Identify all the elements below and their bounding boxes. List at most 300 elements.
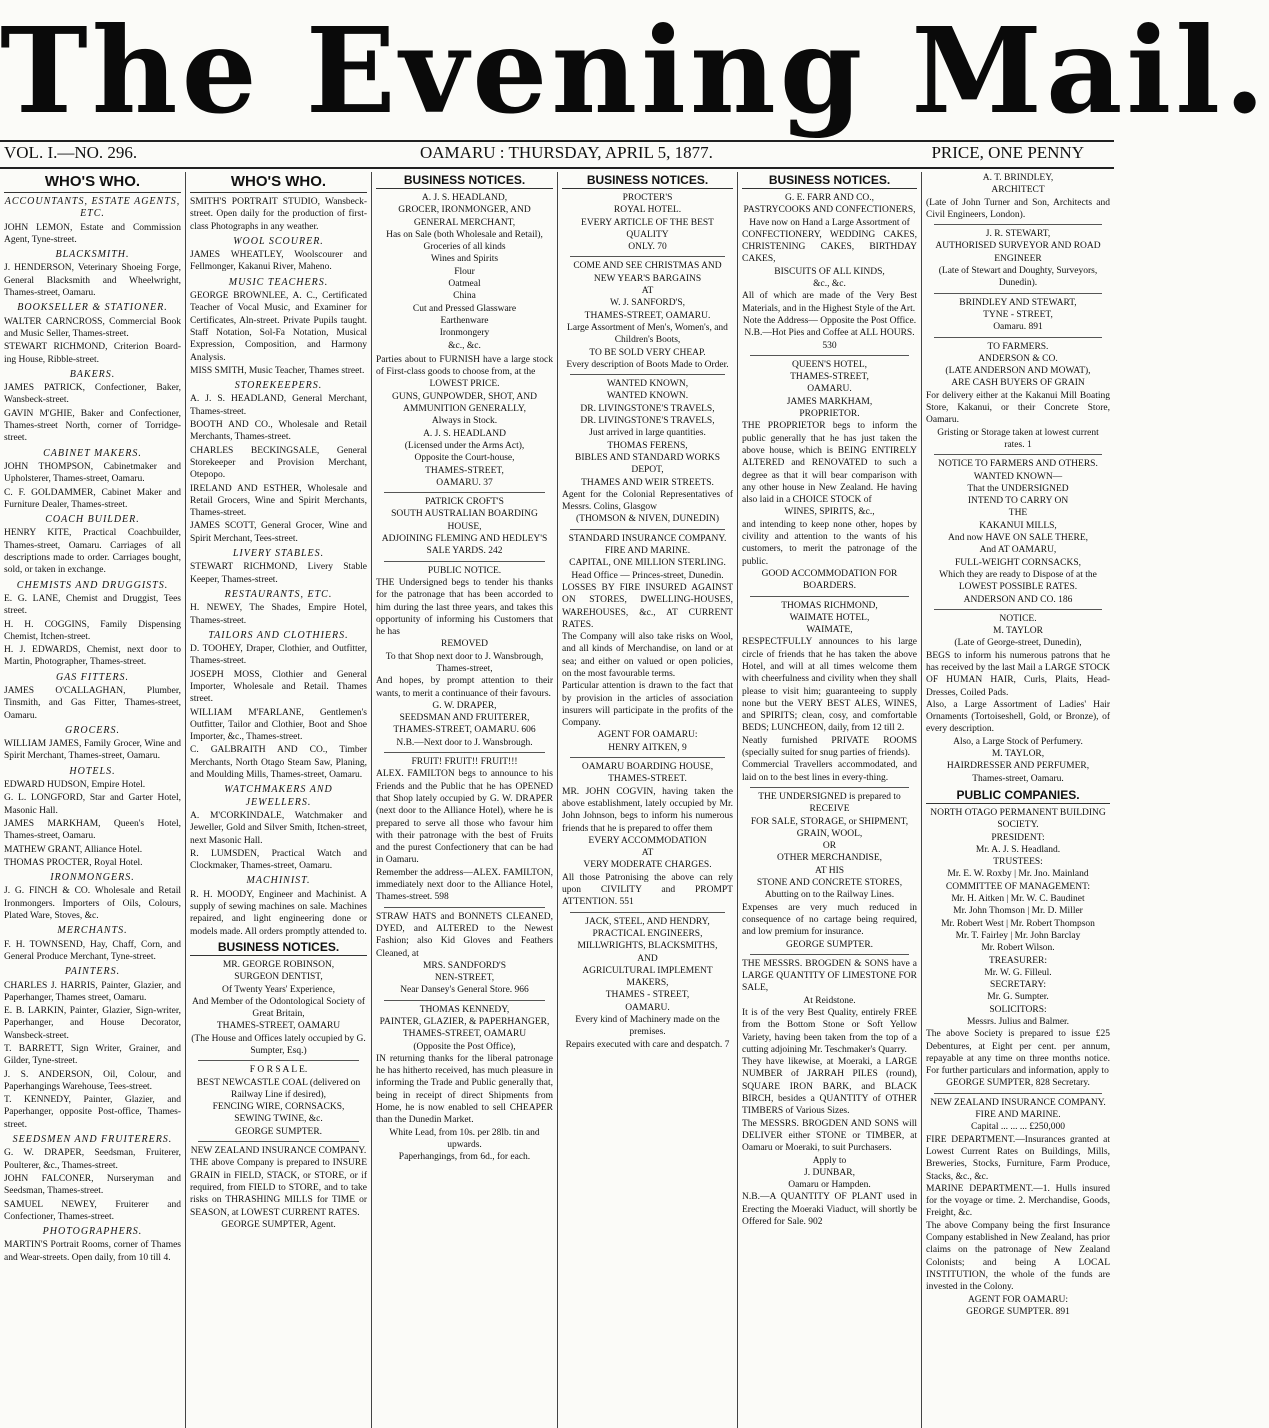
ad-line: (LATE ANDERSON AND MOWAT), <box>945 366 1091 377</box>
ad-line: THAMES-STREET, OAMARU. 606 <box>393 725 536 736</box>
ad-line: AGENT FOR OAMARU: <box>967 1294 1069 1305</box>
directory-entry: J. S. ANDERSON, Oil, Colour, and Paperhangings Warehouse, Tees-street. <box>4 1069 181 1092</box>
section-heading: MERCHANTS. <box>57 925 128 937</box>
ad-line: WAIMATE HOTEL, <box>789 612 870 623</box>
ad-line: Mr. W. G. Filleul. <box>984 967 1052 978</box>
ad-line: PROPRIETOR. <box>799 409 860 420</box>
ad-line: OAMARU BOARDING HOUSE, <box>581 762 714 773</box>
directory-entry: MARTIN'S Portrait Rooms, corner of Thames and Wear-streets. Open daily, from 10 till 4. <box>4 1240 181 1263</box>
column-rule <box>384 561 545 562</box>
ad-line: LOSSES BY FIRE INSURED AGAINST ON STORES, DWELLING-HOUSES, WAREHOUSES, &c., AT CURRENT RATES. <box>562 582 733 630</box>
ad-line: MR. JOHN COGVIN, having taken the above establishment, lately occupied by Mr. John Johnson, begs to inform his numerous friends that he is prepared to offer them <box>562 786 733 834</box>
ad-line: China <box>453 291 476 302</box>
ad-line: Ironmongery <box>439 328 490 339</box>
ad-line: THE MESSRS. BROGDEN & SONS have a LARGE QUANTITY OF LIMESTONE FOR SALE, <box>742 958 917 994</box>
ad-line: FULL-WEIGHT CORNSACKS, <box>955 557 1081 568</box>
ad-line: WANTED KNOWN. <box>606 391 689 402</box>
advertisement <box>742 600 917 784</box>
section-heading: RESTAURANTS, ETC. <box>224 588 333 600</box>
ad-line: LOWEST PRICE. <box>429 379 500 390</box>
ad-line: THOMAS FERENS, <box>607 440 688 451</box>
advertisement <box>926 297 1110 334</box>
section-heading: PHOTOGRAPHERS. <box>42 1226 143 1238</box>
section-heading: WOOL SCOURER. <box>233 235 324 247</box>
ad-line: THE UNDERSIGNED is prepared to RECEIVE <box>758 791 901 815</box>
column-body <box>4 196 181 1264</box>
ad-line: SOUTH AUSTRALIAN BOARDING HOUSE, <box>391 509 538 532</box>
ad-line: and intending to keep none other, hopes by civility and attention to the wants of his customers, to merit the patronage of the public. <box>742 519 917 567</box>
column-2 <box>186 172 372 1428</box>
column-heading: BUSINESS NOTICES. <box>376 172 553 189</box>
ad-line: PROCTER'S <box>622 193 673 203</box>
ad-line: COMMITTEE OF MANAGEMENT: <box>945 881 1091 892</box>
ad-line: Also, a Large Stock of Perfumery. <box>953 736 1083 747</box>
ad-line: Also, a Large Assortment of Ladies' Hair Ornaments (Tortoiseshell, Gold, or Bronze), of every description. <box>926 699 1110 735</box>
advertisement <box>562 378 733 526</box>
ad-line: N.B.—A QUANTITY OF PLANT used in Erecting the Moeraki Viaduct, will shortly be Offered for Sale. 902 <box>742 1192 917 1228</box>
directory-entry: MATHEW GRANT, Alliance Hotel. <box>4 844 143 855</box>
column-rule <box>570 374 725 375</box>
directory-entry: JAMES WHEATLEY, Woolscourer and Fellmonger, Kakanui River, Maheno. <box>190 250 367 273</box>
ad-line: CONFECTIONERY, WEDDING CAKES, CHRISTENING CAKES, BIRTHDAY CAKES, <box>742 229 917 265</box>
ad-line: Groceries of all kinds <box>423 242 506 253</box>
ad-line: N.B.—Hot Pies and Coffee at ALL HOURS. 530 <box>744 328 915 351</box>
column-rule <box>750 787 909 788</box>
ad-line: Which they are ready to Dispose of at the <box>939 569 1097 580</box>
directory-entry: E. G. LANE, Chemist and Druggist, Tees street. <box>4 593 181 617</box>
ad-line: Mr. Robert Wilson. <box>981 943 1055 954</box>
ad-line: Paperhangings, from 6d., for each. <box>398 1152 531 1163</box>
ad-line: Thames-street, Oamaru. <box>972 773 1064 784</box>
column-body <box>190 196 367 1231</box>
ad-line: AT <box>641 286 654 297</box>
section-heading: LIVERY STABLES. <box>232 548 325 560</box>
directory-entry: A. J. S. HEADLAND, General Merchant, Thames-street. <box>190 394 367 417</box>
ad-line: Commercial Travellers accommodated, and laid on to the best lines in every-thing. <box>742 760 917 783</box>
ad-line: FRUIT! FRUIT!! FRUIT!!! <box>411 757 518 768</box>
section-heading: WATCHMAKERS AND JEWELLERS. <box>224 784 333 808</box>
column-3 <box>372 172 558 1428</box>
ad-line: Of Twenty Years' Experience, <box>222 984 335 995</box>
advertisement <box>190 1064 367 1138</box>
ad-line: GEORGE SUMPTER, Agent. <box>221 1219 336 1230</box>
advertisement <box>376 496 553 557</box>
ad-line: BISCUITS OF ALL KINDS, <box>774 266 885 277</box>
advertisement <box>562 192 733 253</box>
ad-line: GUNS, GUNPOWDER, SHOT, AND AMMUNITION GENERALLY, <box>392 391 537 415</box>
column-6 <box>922 172 1114 1428</box>
ad-line: GEORGE SUMPTER. <box>785 939 874 950</box>
ad-line: Abutting on to the Railway Lines. <box>764 890 895 901</box>
section-heading: BLACKSMITH. <box>55 249 130 261</box>
ad-line: Every description of Boots Made to Order. <box>566 359 729 370</box>
directory-entry: E. B. LARKIN, Painter, Glazier, Sign-writer, Paperhanger, and House Decorator, Wansbeck-street. <box>4 1006 181 1041</box>
column-rule <box>934 293 1102 294</box>
ad-line: Has on Sale (both Wholesale and Retail), <box>386 229 543 240</box>
ad-line: The MESSRS. BROGDEN AND SONS will DELIVER either STONE or TIMBER, at Oamaru or Moeraki, to suit Purchasers. <box>742 1118 917 1154</box>
ad-line: F O R S A L E. <box>249 1065 308 1076</box>
ad-line: Particular attention is drawn to the fact that by provision in the articles of association insurers will participate in the profits of the Company. <box>562 681 733 729</box>
ad-line: Remember the address—ALEX. FAMILTON, immediately next door to the Alliance Hotel, Thames-street. 598 <box>376 867 553 903</box>
advertisement <box>742 192 917 352</box>
ad-line: DR. LIVINGSTONE'S TRAVELS, <box>580 416 715 427</box>
ad-line: For delivery either at the Kakanui Mill Boating Store, Kakanui, or their Concrete Store, Oamaru. <box>926 390 1110 426</box>
column-rule <box>934 454 1102 455</box>
directory-entry: T. KENNEDY, Painter, Glazier, and Paperhanger, opposite Post-office, Thames-street. <box>4 1095 181 1130</box>
directory-entry: STEWART RICHMOND, Livery Stable Keeper, Thames-street. <box>190 562 367 585</box>
section-heading: HOTELS. <box>69 765 116 777</box>
directory-entry: THOMAS PROCTER, Royal Hotel. <box>4 857 143 868</box>
ad-line: TO FARMERS. <box>987 341 1049 352</box>
ad-line: THE above Company is prepared to INSURE GRAIN in FIELD, STACK, or STORE, or if required, from FIELD to STORE, and to take risks on THRASHING MILLS for TIME or SEASON, at LOWEST CURRENT RATES. <box>190 1158 367 1218</box>
column-body <box>742 192 917 1228</box>
ad-line: ALEX. FAMILTON begs to announce to his Friends and the Public that he has OPENED that Shop lately occupied by G. W. DRAPER (next door to the Alliance Hotel), where he is prepared to serve all those who favour him with their patronage with the best of Fruits and the purest Confectionery that can be had in Oamaru. <box>376 769 553 866</box>
directory-entry: JAMES PATRICK, Confectioner, Baker, Wansbeck-street. <box>4 383 181 406</box>
column-rule <box>934 609 1102 610</box>
ad-line: Just arrived in large quantities. <box>589 428 706 439</box>
directory-entry: T. BARRETT, Sign Writer, Grainer, and Gilder, Tyne-street. <box>4 1044 181 1067</box>
ad-line: White Lead, from 10s. per 28lb. tin and upwards. <box>389 1127 540 1150</box>
ad-line: That the UNDERSIGNED <box>967 483 1069 494</box>
directory-entry: C. GALBRAITH AND CO., Timber Merchants, North Otago Steam Saw, Planing, and Moulding Mills, Thames-street, Oamaru. <box>190 745 367 781</box>
column-rule <box>934 224 1102 225</box>
ad-line: A. T. BRINDLEY, <box>982 173 1054 183</box>
section-heading: COACH BUILDER. <box>45 514 140 526</box>
ad-line: NEN-STREET, <box>434 973 495 984</box>
ad-line: (Licensed under the Arms Act), <box>404 440 525 451</box>
directory-entry: G. W. DRAPER, Seedsman, Fruiterer, Poulterer, &c., Thames-street. <box>4 1148 181 1171</box>
ad-line: NOTICE TO FARMERS AND OTHERS. <box>938 459 1098 470</box>
section-heading: IRONMONGERS. <box>50 872 135 884</box>
masthead-title: The Evening Mail. <box>0 1 1269 140</box>
ad-line: THE PROPRIETOR begs to inform the public generally that he has just taken the above house, which is BEING ENTIRELY ALTERED and RENOVATED to such a degree as that it will bear comparison with any other house in New Zealand. He having also laid in a CHOICE STOCK of <box>742 421 917 506</box>
directory-entry: C. F. GOLDAMMER, Cabinet Maker and Furniture Dealer, Thames-street. <box>4 487 181 510</box>
ad-line: BRINDLEY AND STEWART, <box>959 297 1077 308</box>
ad-line: Cut and Pressed Glassware <box>412 303 517 314</box>
directory-entry: H. J. EDWARDS, Chemist, next door to Martin, Photographer, Thames-street. <box>4 645 181 668</box>
ad-line: ANDERSON & CO. <box>978 353 1058 364</box>
advertisement <box>562 533 733 754</box>
advertisement <box>926 458 1110 606</box>
ad-line: Have now on Hand a Large Assortment of <box>749 217 910 228</box>
ad-line: And AT OAMARU, <box>979 545 1057 556</box>
directory-entry: IRELAND AND ESTHER, Wholesale and Retail Grocers, Wine and Spirit Merchants, Thames-street. <box>190 483 367 519</box>
directory-entry: H. H. COGGINS, Family Dispensing Chemist, Itchen-street. <box>4 619 181 642</box>
ad-line: Flour <box>454 266 475 277</box>
ad-line: REMOVED <box>441 639 488 650</box>
ad-line: Gristing or Storage taken at lowest current rates. 1 <box>937 427 1099 450</box>
advertisement <box>926 807 1110 1090</box>
ad-line: (Late of Stewart and Doughty, Surveyors, Dunedin). <box>938 266 1098 289</box>
directory-entry: GEORGE BROWNLEE, A. C., Certificated Teacher of Vocal Music, and Examiner for Certificates, Aln-street. Private Pupils taught. Staff Notation, Sol-Fa Notation, Musical Expression, Composition, and Harmony Analysis. <box>190 291 367 363</box>
ad-line: Apply to <box>812 1155 847 1166</box>
advertisement <box>376 565 553 749</box>
column-body <box>376 192 553 1164</box>
advertisement <box>742 958 917 1229</box>
directory-entry: SAMUEL NEWEY, Fruiterer and Confectioner, Thames-street. <box>4 1199 181 1222</box>
ad-line: THE Undersigned begs to tender his thanks for the patronage that has been accorded to him during the last three years, and takes this opportunity of informing his Customers that he has <box>376 577 553 638</box>
column-body <box>562 192 733 1051</box>
directory-entry: R. LUMSDEN, Practical Watch and Clockmaker, Thames-street, Oamaru. <box>190 848 367 872</box>
directory-entry: R. H. MOODY, Engineer and Machinist. A supply of sewing machines on sale. Machines repaired, and light engineering done or models made. All orders promptly attended to. <box>190 889 367 937</box>
ad-line: AGENT FOR OAMARU: <box>597 730 698 741</box>
section-heading: GAS FITTERS. <box>55 671 130 683</box>
ad-line: JACK, STEEL, AND HENDRY, <box>585 916 710 927</box>
column-1 <box>0 172 186 1428</box>
ad-line: All of which are made of the Very Best Materials, and in the Highest Style of the Art. <box>742 291 917 314</box>
ad-line: Every kind of Machinery made on the premises. <box>575 1015 720 1038</box>
directory-entry: JOHN FALCONER, Nurseryman and Seedsman, Thames-street. <box>4 1173 181 1197</box>
ad-line: THOMAS KENNEDY, <box>419 1004 510 1015</box>
ad-line: Agent for the Colonial Representatives of Messrs. Colins, Glasgow <box>562 489 733 513</box>
ad-line: ARE CASH BUYERS OF GRAIN <box>951 378 1085 389</box>
ad-line: They have likewise, at Moeraki, a LARGE NUMBER of JARRAH PILES (round), SQUARE IRON BARK, and BLACK BIRCH, besides a QUANTITY of OTHER TIMBERS of Various Sizes. <box>742 1057 917 1117</box>
ad-line: OR <box>822 841 837 852</box>
directory-entry: MISS SMITH, Music Teacher, Thames street. <box>190 365 365 376</box>
ad-line: GEORGE SUMPTER. 891 <box>966 1306 1070 1317</box>
section-heading: PAINTERS. <box>64 966 121 978</box>
ad-line: THAMES-STREET, OAMARU. <box>584 310 711 321</box>
ad-line: NEW ZEALAND INSURANCE COMPANY. <box>190 1146 367 1157</box>
ad-line: NORTH OTAGO PERMANENT BUILDING SOCIETY. <box>930 807 1106 831</box>
ad-line: Expenses are very much reduced in consequence of no cartage being required, and low premium for insurance. <box>742 902 917 938</box>
ad-line: SEWING TWINE, &c. <box>234 1114 323 1125</box>
ad-line: AGRICULTURAL IMPLEMENT MAKERS, <box>582 965 713 989</box>
ad-line: FENCING WIRE, CORNSACKS, <box>212 1102 345 1113</box>
ad-line: QUEEN'S HOTEL, <box>791 359 868 370</box>
ad-line: NEW ZEALAND INSURANCE COMPANY. <box>930 1097 1106 1108</box>
ad-line: OTHER MERCHANDISE, <box>776 853 883 864</box>
ad-line: Mr. A. J. S. Headland. <box>975 844 1061 855</box>
ad-line: FIRE AND MARINE. <box>604 546 691 557</box>
ad-line: MARINE DEPARTMENT.—1. Hulls insured for the voyage or time. 2. Merchandise, Goods, Freight, &c. <box>926 1183 1110 1219</box>
ad-line: BIBLES AND STANDARD WORKS DEPOT, <box>574 452 720 476</box>
advertisement <box>190 959 367 1057</box>
ad-line: SEEDSMAN AND FRUITERER, <box>399 713 530 724</box>
directory-entry: WALTER CARNCROSS, Commercial Book and Music Seller, Thames-street. <box>4 316 181 339</box>
ad-line: It is of the very Best Quality, entirely FREE from the Bottom Stone or Soft Yellow Variety, having been taken from the top of a cutting adjoining Mr. Teschmaker's Quarry. <box>742 1008 917 1055</box>
ad-line: ROYAL HOTEL. <box>613 205 682 216</box>
section-heading: STOREKEEPERS. <box>234 380 323 392</box>
ad-line: GOOD ACCOMMODATION FOR BOARDERS. <box>761 568 898 592</box>
ad-line: RESPECTFULLY announces to his large circle of friends that he has taken the above Hotel, and will at all times welcome them with cheerfulness and civility when they shall please to visit him; guaranteeing to supply none but the VERY BEST ALES, WINES, and SPIRITS; clean, cosy, and comfortable BEDS; LUNCHEON, daily, from 12 till 2. <box>742 637 917 734</box>
ad-line: WANTED KNOWN— <box>973 471 1063 482</box>
ad-line: AT <box>641 848 654 859</box>
ad-line: PUBLIC NOTICE. <box>427 565 502 576</box>
ad-line: W. J. SANFORD'S, <box>609 298 685 309</box>
ad-line: Mr. E. W. Roxby | Mr. Jno. Mainland <box>947 869 1089 880</box>
column-heading: BUSINESS NOTICES. <box>190 939 367 956</box>
ad-line: Note the Address— Opposite the Post Office. <box>742 315 917 326</box>
ad-line: G. W. DRAPER, <box>432 700 497 711</box>
ad-line: HAIRDRESSER AND PERFUMER, <box>946 761 1090 772</box>
section-heading: CHEMISTS AND DRUGGISTS. <box>16 579 169 591</box>
ad-line: AT HIS <box>814 865 845 876</box>
ad-line: Capital ... ... ... £250,000 <box>971 1122 1065 1133</box>
directory-entry: SMITH'S PORTRAIT STUDIO, Wansbeck-street. Open daily for the production of first-class Photographs in any weather. <box>190 197 367 232</box>
ad-line: LOWEST POSSIBLE RATES. <box>958 582 1078 593</box>
advertisement <box>376 911 553 997</box>
ad-line: &c., &c. <box>448 340 481 351</box>
advertisement <box>926 172 1110 221</box>
ad-line: (THOMSON & NIVEN, DUNEDIN) <box>575 514 719 525</box>
directory-entry: WILLIAM JAMES, Family Grocer, Wine and Spirit Merchant, Thames-street, Oamaru. <box>4 739 181 762</box>
ad-line: Messrs. Julius and Balmer. <box>966 1017 1070 1027</box>
ad-line: Parties about to FURNISH have a large stock of First-class goods to choose from, at the <box>376 354 553 378</box>
ad-line: The above Society is prepared to issue £25 Debentures, at Eight per cent. per annum, repayable at any time on three months notice. For further particulars and information, apply to <box>926 1029 1110 1077</box>
ad-line: GROCER, IRONMONGER, AND GENERAL MERCHANT, <box>398 205 531 228</box>
advertisement <box>376 1004 553 1164</box>
directory-entry: JOHN LEMON, Estate and Commission Agent, Tyne-street. <box>4 222 181 245</box>
column-rule <box>570 256 725 257</box>
column-rule <box>384 907 545 908</box>
ad-line: WANTED KNOWN, <box>606 379 689 390</box>
column-rule <box>384 1000 545 1001</box>
ad-line: JAMES MARKHAM, <box>786 396 873 407</box>
column-heading: BUSINESS NOTICES. <box>742 172 917 189</box>
directory-entry: JAMES MARKHAM, Queen's Hotel, Thames-street, Oamaru. <box>4 818 181 842</box>
ad-line: Head Office — Princes-street, Dunedin. <box>571 570 724 581</box>
masthead <box>0 0 1269 140</box>
ad-line: IN returning thanks for the liberal patronage he has hitherto received, has much pleasure in informing the Trade and Public generally that, being in receipt of direct Shipments from Home, he is now enabled to sell CHEAPER than the Dunedin Market. <box>376 1053 553 1126</box>
ad-line: And now HAVE ON SALE THERE, <box>947 533 1089 544</box>
ad-line: THAMES-STREET, <box>790 372 869 383</box>
ad-line: (The House and Offices lately occupied by G. Sumpter, Esq.) <box>191 1033 366 1056</box>
ad-line: J. DUNBAR, <box>804 1167 855 1178</box>
ad-line: Oamaru or Hampden. <box>788 1180 871 1191</box>
column-body <box>926 172 1110 1318</box>
ad-line: THOMAS RICHMOND, <box>781 600 878 611</box>
directory-entry: J. G. FINCH & CO. Wholesale and Retail Ironmongers. Importers of Oils, Colours, Plated Ware, Stoves, &c. <box>4 886 181 922</box>
ad-line: And Member of the Odontological Society of Great Britain, <box>191 996 366 1020</box>
advertisement <box>376 192 553 352</box>
volume-number: VOL. I.—NO. 296. <box>4 143 138 162</box>
ad-line: PASTRYCOOKS AND CONFECTIONERS, <box>743 205 916 216</box>
directory-entry: J. HENDERSON, Veterinary Shoeing Forge, General Blacksmith and Wheelwright, Thames-street, Oamaru. <box>4 263 181 299</box>
ad-line: Mr. H. Aitken | Mr. W. C. Baudinet <box>951 894 1085 905</box>
column-rule <box>570 757 725 758</box>
ad-line: Oamaru. 891 <box>993 322 1043 333</box>
column-heading: WHO'S WHO. <box>190 172 367 193</box>
directory-entry: EDWARD HUDSON, Empire Hotel. <box>4 780 146 791</box>
ad-line: GRAIN, WOOL, <box>796 828 863 839</box>
column-heading: WHO'S WHO. <box>4 172 181 193</box>
ad-line: WAIMATE, <box>806 625 853 636</box>
ad-line: Neatly furnished PRIVATE ROOMS (specially suited for snug parties of friends). <box>742 735 917 759</box>
columns <box>0 172 1114 1428</box>
column-5 <box>738 172 922 1428</box>
directory-entry: CHARLES BECKINGSALE, General Storekeeper and Provision Merchant, Otepopo. <box>190 445 367 481</box>
directory-entry: JAMES SCOTT, General Grocer, Wine and Spirit Merchant, Tees-street. <box>190 521 367 544</box>
section-heading: BAKERS. <box>69 368 116 380</box>
ad-line: COME AND SEE CHRISTMAS AND NEW YEAR'S BARGAINS <box>573 261 722 284</box>
advertisement <box>562 761 733 909</box>
issue-date: OAMARU : THURSDAY, APRIL 5, 1877. <box>420 143 713 162</box>
section-heading: GROCERS. <box>65 724 120 736</box>
ad-line: At Reidstone. <box>803 995 856 1006</box>
section-heading: MUSIC TEACHERS. <box>228 276 329 288</box>
advertisement <box>742 791 917 951</box>
ad-line: THAMES-STREET, OAMARU <box>216 1021 341 1032</box>
directory-entry: GAVIN M'GHIE, Baker and Confectioner, Thames-street North, corner of Torridge-street. <box>4 408 181 444</box>
ad-line: G. E. FARR AND CO., <box>784 193 875 203</box>
ad-line: ADJOINING FLEMING AND HEDLEY'S SALE YARDS. 242 <box>381 534 548 557</box>
advertisement <box>926 228 1110 289</box>
price: PRICE, ONE PENNY <box>931 143 1084 162</box>
directory-entry: HENRY KITE, Practical Coachbuilder, Thames-street, Oamaru. Carriages of all descriptions made to order. Carriages bought, sold, or taken in exchange. <box>4 528 181 576</box>
ad-line: Mr. Robert West | Mr. Robert Thompson <box>941 918 1095 929</box>
ad-line: ANDERSON AND CO. 186 <box>963 594 1073 605</box>
ad-line: STANDARD INSURANCE COMPANY. <box>568 533 727 544</box>
ad-line: FOR SALE, STORAGE, or SHIPMENT, <box>750 816 909 827</box>
advertisement <box>562 916 733 1051</box>
ad-line: (Late of George-street, Dunedin), <box>954 638 1082 649</box>
directory-entry: WILLIAM M'FARLANE, Gentlemen's Outfitter, Tailor and Clothier, Boot and Shoe Importer, &c., Thames-street. <box>190 707 367 743</box>
directory-entry: CHARLES J. HARRIS, Painter, Glazier, and Paperhanger, Thames street, Oamaru. <box>4 980 181 1003</box>
column-rule <box>750 596 909 597</box>
ad-line: GEORGE SUMPTER. <box>234 1126 323 1137</box>
advertisement <box>562 260 733 371</box>
ad-line: BEGS to inform his numerous patrons that he has received by the last Mail a LARGE STOCK OF HUMAN HAIR, Curls, Plaits, Head-Dresses, Coiled Pads. <box>926 650 1110 698</box>
ad-line: THAMES AND WEIR STREETS. <box>581 477 714 488</box>
directory-entry: H. NEWEY, The Shades, Empire Hotel, Thames-street. <box>190 603 367 626</box>
column-4 <box>558 172 738 1428</box>
ad-line: The Company will also take risks on Wool, and all kinds of Merchandise, on land or at sea; and either on valued or open policies, on the most favourable terms. <box>562 632 733 679</box>
ad-line: Oatmeal <box>448 279 481 290</box>
directory-entry: STEWART RICHMOND, Criterion Board-ing House, Ribble-street. <box>4 342 181 365</box>
advertisement <box>376 354 553 489</box>
advertisement <box>926 341 1110 452</box>
column-rule <box>384 492 545 493</box>
ad-line: OAMARU. 37 <box>436 477 493 488</box>
ad-line: ARCHITECT <box>991 185 1045 196</box>
section-heading: CABINET MAKERS. <box>43 447 142 459</box>
ad-line: MRS. SANDFORD'S <box>422 960 507 971</box>
ad-line: TO BE SOLD VERY CHEAP. <box>589 347 706 358</box>
ad-line: Always in Stock. <box>431 416 498 427</box>
ad-line: DR. LIVINGSTONE'S TRAVELS, <box>580 403 715 414</box>
ad-line: ONLY. 70 <box>628 242 667 253</box>
ad-line: M. TAYLOR, <box>991 749 1045 760</box>
directory-entry: JAMES O'CALLAGHAN, Plumber, Tinsmith, and Gas Fitter, Thames-street, Oamaru. <box>4 685 181 721</box>
ad-line: Repairs executed with care and despatch. 7 <box>565 1039 730 1050</box>
ad-line: Wines and Spirits <box>430 254 499 265</box>
ad-line: TRUSTEES: <box>993 857 1043 868</box>
ad-line: Opposite the Court-house, <box>414 453 515 464</box>
ad-line: CAPITAL, ONE MILLION STERLING. <box>569 558 726 569</box>
ad-line: Mr. John Thomson | Mr. D. Miller <box>953 906 1083 917</box>
ad-line: PATRICK CROFT'S <box>425 497 504 508</box>
ad-line: SOLICITORS: <box>989 1004 1047 1015</box>
ad-line: (Late of John Turner and Son, Architects and Civil Engineers, London). <box>926 197 1110 220</box>
ad-line: THAMES - STREET, <box>605 990 690 1001</box>
ad-line: TYNE - STREET, <box>983 309 1053 320</box>
column-rule <box>198 1060 359 1061</box>
directory-entry: F. H. TOWNSEND, Hay, Chaff, Corn, and General Produce Merchant, Tyne-street. <box>4 939 181 962</box>
ad-line: OAMARU. <box>625 1002 670 1013</box>
ad-line: FIRE AND MARINE. <box>975 1110 1061 1121</box>
ad-line: AND <box>637 953 658 964</box>
ad-line: STRAW HATS and BONNETS CLEANED, DYED, and ALTERED to the Newest Fashion; also Kid Gloves and Feathers Cleaned, at <box>376 911 553 959</box>
advertisement <box>376 756 553 904</box>
ad-line: Mr. T. Fairley | Mr. John Barclay <box>955 930 1081 941</box>
ad-line: HENRY AITKEN, 9 <box>608 742 687 753</box>
ad-line: THAMES-STREET, <box>425 465 504 476</box>
directory-entry: G. L. LONGFORD, Star and Garter Hotel, Masonic Hall. <box>4 793 181 816</box>
ad-line: TREASURER: <box>988 955 1048 966</box>
section-heading: MACHINIST. <box>246 875 311 887</box>
dateline <box>0 142 1114 164</box>
